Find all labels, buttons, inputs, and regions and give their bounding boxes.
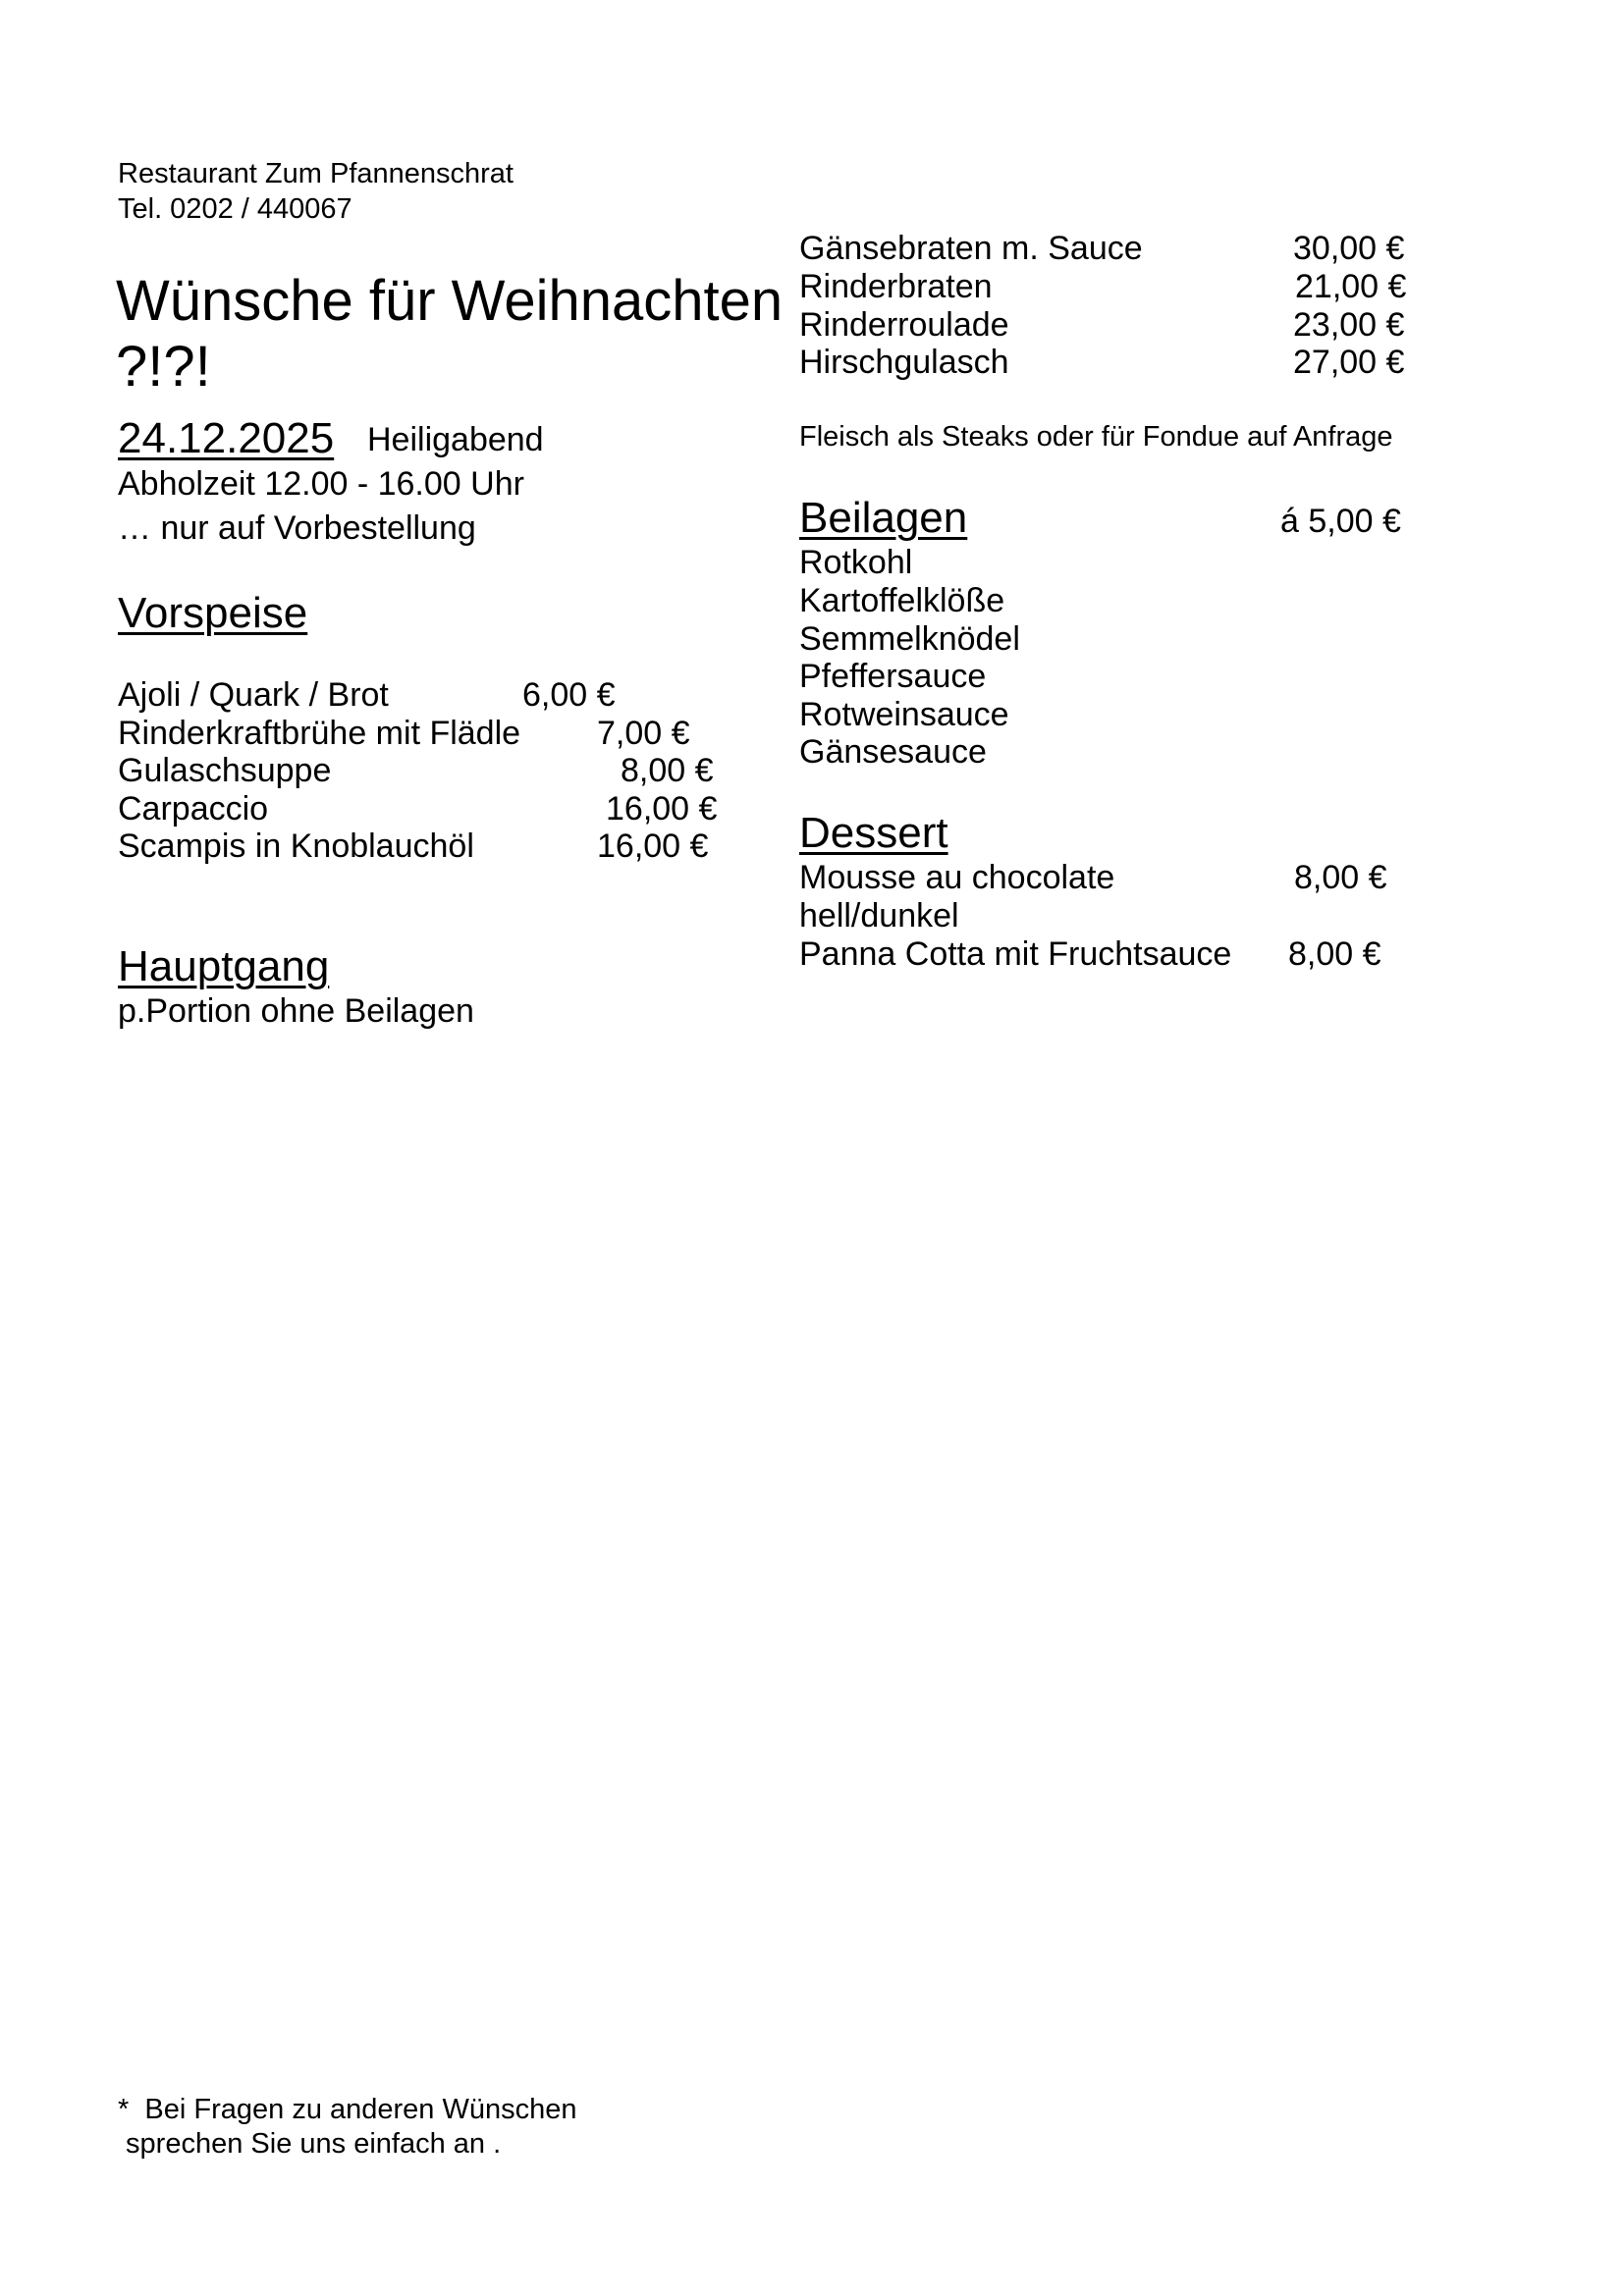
menu-item-price: 8,00 € <box>1288 935 1381 973</box>
menu-item-price: 21,00 € <box>1295 268 1407 305</box>
menu-item-price: 8,00 € <box>621 752 714 789</box>
menu-item-name: Panna Cotta mit Fruchtsauce <box>799 935 1232 973</box>
date-label: Heiligabend <box>367 421 544 458</box>
meat-note: Fleisch als Steaks oder für Fondue auf Anfrage <box>799 421 1393 453</box>
menu-item-name: Rinderbraten <box>799 268 993 305</box>
side-item: Pfeffersauce <box>799 658 987 695</box>
menu-item-name: hell/dunkel <box>799 897 959 934</box>
menu-item-price: 27,00 € <box>1293 344 1405 381</box>
menu-item-price: 30,00 € <box>1293 230 1405 267</box>
section-heading-hauptgang: Hauptgang <box>118 942 330 990</box>
footer-note-line2: sprechen Sie uns einfach an . <box>118 2128 502 2160</box>
menu-item-name: Scampis in Knoblauchöl <box>118 828 474 865</box>
restaurant-name: Restaurant Zum Pfannenschrat <box>118 158 514 189</box>
menu-item-name: Rinderkraftbrühe mit Flädle <box>118 715 521 752</box>
menu-item-price: 23,00 € <box>1293 306 1405 344</box>
page-title-suffix: ?!?! <box>116 335 211 399</box>
date-value: 24.12.2025 <box>118 414 335 462</box>
beilagen-price: á 5,00 € <box>1280 503 1401 540</box>
menu-item-name: Mousse au chocolate <box>799 859 1115 896</box>
restaurant-phone: Tel. 0202 / 440067 <box>118 193 352 225</box>
side-item: Kartoffelklöße <box>799 582 1005 619</box>
side-item: Semmelknödel <box>799 620 1020 658</box>
menu-item-name: Gulaschsuppe <box>118 752 332 789</box>
footer-note-line1: * Bei Fragen zu anderen Wünschen <box>118 2094 577 2125</box>
section-heading-beilagen: Beilagen <box>799 494 968 542</box>
section-heading-dessert: Dessert <box>799 809 948 857</box>
section-heading-vorspeise: Vorspeise <box>118 589 308 637</box>
preorder-note: … nur auf Vorbestellung <box>118 509 476 547</box>
menu-item-price: 8,00 € <box>1294 859 1387 896</box>
side-item: Gänsesauce <box>799 733 987 771</box>
menu-item-name: Gänsebraten m. Sauce <box>799 230 1143 267</box>
menu-item-name: Rinderroulade <box>799 306 1009 344</box>
side-item: Rotweinsauce <box>799 696 1009 733</box>
menu-item-price: 16,00 € <box>606 790 718 828</box>
menu-item-price: 6,00 € <box>522 676 616 714</box>
menu-item-name: Hirschgulasch <box>799 344 1009 381</box>
pickup-time: Abholzeit 12.00 - 16.00 Uhr <box>118 465 524 503</box>
menu-item-name: Ajoli / Quark / Brot <box>118 676 389 714</box>
hauptgang-subtitle: p.Portion ohne Beilagen <box>118 992 474 1030</box>
page-title: Wünsche für Weihnachten <box>116 269 784 333</box>
menu-item-price: 16,00 € <box>597 828 709 865</box>
menu-item-name: Carpaccio <box>118 790 269 828</box>
menu-item-price: 7,00 € <box>597 715 690 752</box>
side-item: Rotkohl <box>799 544 913 581</box>
